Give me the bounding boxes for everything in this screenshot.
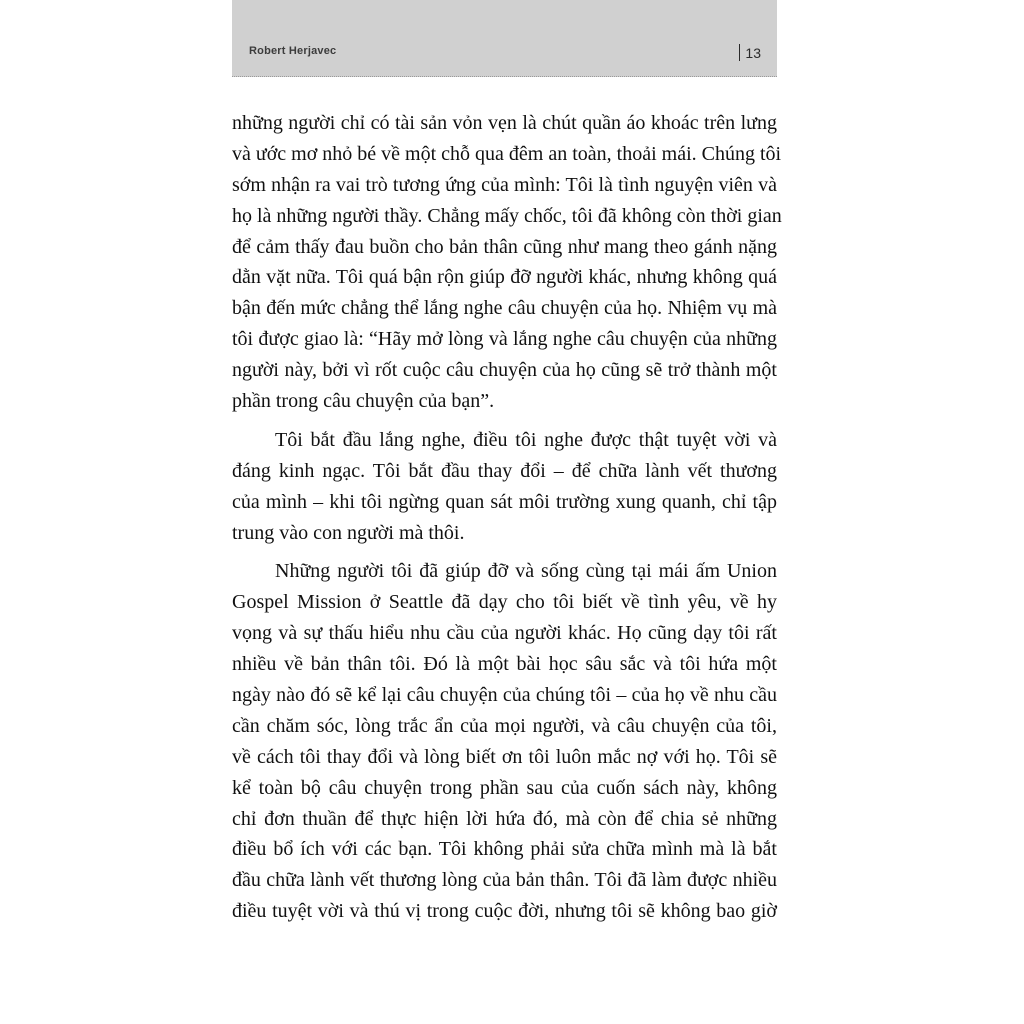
text-line: chỉ đơn thuần để thực hiện lời hứa đó, mà còn để chia sẻ những — [232, 807, 777, 830]
text-line: ngày nào đó sẽ kể lại câu chuyện của chúng tôi – của họ về nhu cầu — [232, 684, 777, 707]
text-line: điều bổ ích với các bạn. Tôi không phải sửa chữa mình mà là bắt — [232, 838, 777, 861]
text-line: bận đến mức chẳng thể lắng nghe câu chuyện của họ. Nhiệm vụ mà — [232, 297, 777, 320]
text-line: của mình – khi tôi ngừng quan sát môi trường xung quanh, chỉ tập — [232, 490, 777, 513]
body-text — [232, 108, 782, 935]
text-line: những người chỉ có tài sản vỏn vẹn là chút quần áo khoác trên lưng — [232, 112, 777, 134]
text-line: sớm nhận ra vai trò tương ứng của mình: Tôi là tình nguyện viên và — [232, 173, 777, 196]
running-header — [232, 0, 777, 77]
text-line: họ là những người thầy. Chẳng mấy chốc, tôi đã không còn thời gian — [232, 204, 782, 227]
text-line: người này, bởi vì rốt cuộc câu chuyện của họ cũng sẽ trở thành một — [232, 359, 777, 382]
text-line: và ước mơ nhỏ bé về một chỗ qua đêm an toàn, thoải mái. Chúng tôi — [232, 142, 782, 165]
page-number — [739, 44, 761, 61]
paragraph — [232, 108, 782, 417]
text-line: Gospel Mission ở Seattle đã dạy cho tôi biết về tình yêu, về hy — [232, 591, 777, 614]
text-line: phần trong câu chuyện của bạn”. — [232, 390, 495, 413]
text-line: đầu chữa lành vết thương lòng của bản thân. Tôi đã làm được nhiều — [232, 869, 777, 892]
text-line: vọng và sự thấu hiểu nhu cầu của người khác. Họ cũng dạy tôi rất — [232, 622, 777, 645]
text-line: trung vào con người mà thôi. — [232, 521, 465, 544]
paragraph — [232, 425, 777, 549]
text-line: tôi được giao là: “Hãy mở lòng và lắng nghe câu chuyện của những — [232, 328, 777, 351]
text-line: Tôi bắt đầu lắng nghe, điều tôi nghe được thật tuyệt vời và — [275, 428, 777, 451]
text-line: điều tuyệt vời và thú vị trong cuộc đời, nhưng tôi sẽ không bao giờ — [232, 900, 777, 923]
text-line: nhiều về bản thân tôi. Đó là một bài học sâu sắc và tôi hứa một — [232, 653, 777, 676]
text-line: dằn vặt nữa. Tôi quá bận rộn giúp đỡ người khác, nhưng không quá — [232, 266, 777, 289]
page-number-text: 13 — [745, 44, 761, 61]
text-line: về cách tôi thay đổi và lòng biết ơn tôi luôn mắc nợ với họ. Tôi sẽ — [232, 745, 777, 768]
text-line: đáng kinh ngạc. Tôi bắt đầu thay đổi – để chữa lành vết thương — [232, 459, 777, 482]
text-line: cần chăm sóc, lòng trắc ẩn của mọi người, và câu chuyện của tôi, — [232, 714, 777, 737]
running-header-author: Robert Herjavec — [249, 45, 337, 57]
text-line: để cảm thấy đau buồn cho bản thân cũng như mang theo gánh nặng — [232, 235, 777, 258]
page-number-divider — [739, 44, 740, 61]
text-line: Những người tôi đã giúp đỡ và sống cùng tại mái ấm Union — [275, 560, 777, 583]
text-line: kể toàn bộ câu chuyện trong phần sau của cuốn sách này, không — [232, 776, 777, 799]
paragraph — [232, 556, 777, 927]
